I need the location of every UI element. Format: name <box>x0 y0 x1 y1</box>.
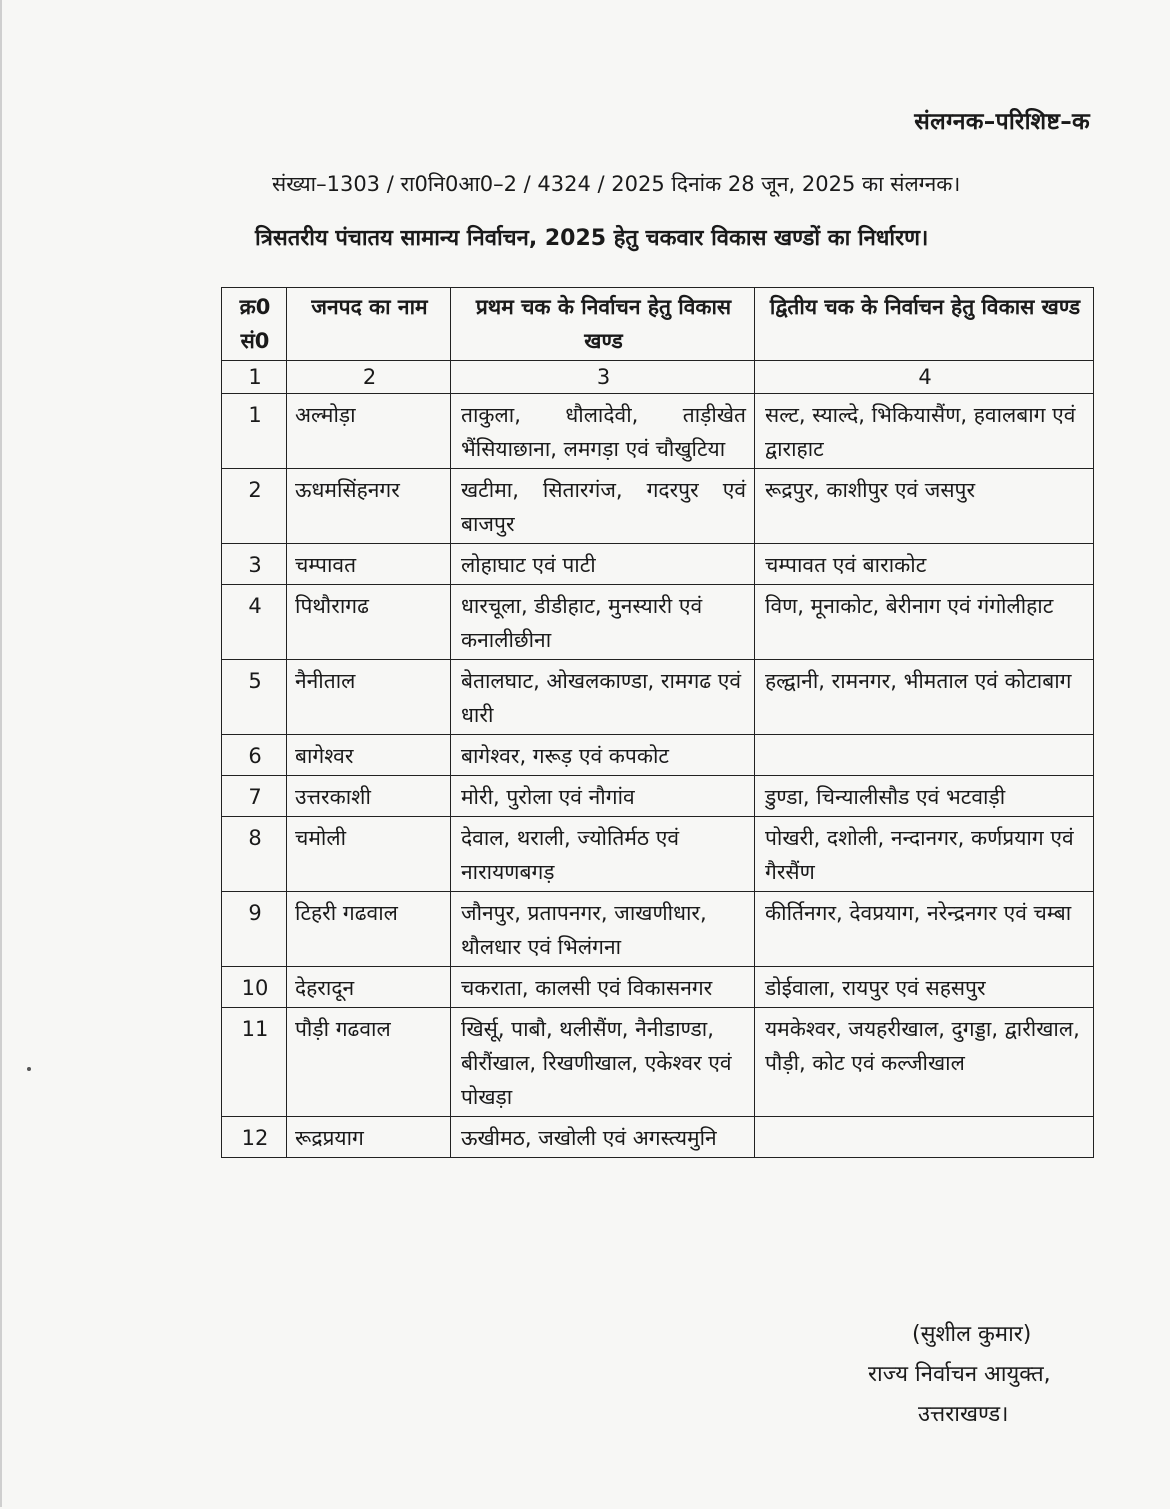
district-cell: पिथौरागढ <box>287 585 451 660</box>
serial-cell: 10 <box>222 967 287 1008</box>
phase1-cell: ताकुला, धौलादेवी, ताड़ीखेत भैंसियाछाना, लमगड़ा एवं चौखुटिया <box>451 394 755 469</box>
phase2-cell: यमकेश्वर, जयहरीखाल, दुगड्डा, द्वारीखाल, पौड़ी, कोट एवं कल्जीखाल <box>755 1008 1094 1117</box>
serial-cell: 9 <box>222 892 287 967</box>
serial-cell: 11 <box>222 1008 287 1117</box>
district-cell: टिहरी गढवाल <box>287 892 451 967</box>
scan-speck <box>27 1067 31 1071</box>
table-row <box>222 817 1094 892</box>
phase2-cell <box>755 1117 1094 1158</box>
table-row <box>222 1117 1094 1158</box>
signatory-designation: राज्य निर्वाचन आयुक्त, <box>868 1362 1051 1387</box>
serial-cell: 1 <box>222 394 287 469</box>
phase2-cell: सल्ट, स्याल्दे, भिकियासैंण, हवालबाग एवं द्वाराहाट <box>755 394 1094 469</box>
phase1-cell: खटीमा, सितारगंज, गदरपुर एवं बाजपुर <box>451 469 755 544</box>
development-block-table <box>221 287 1094 1158</box>
table-row <box>222 967 1094 1008</box>
phase1-cell: बागेश्वर, गरूड़ एवं कपकोट <box>451 735 755 776</box>
table-row <box>222 1008 1094 1117</box>
serial-cell: 8 <box>222 817 287 892</box>
table-row <box>222 776 1094 817</box>
phase2-cell: हल्द्वानी, रामनगर, भीमताल एवं कोटाबाग <box>755 660 1094 735</box>
phase1-cell: देवाल, थराली, ज्योतिर्मठ एवं नारायणबगड़ <box>451 817 755 892</box>
district-cell: देहरादून <box>287 967 451 1008</box>
serial-cell: 6 <box>222 735 287 776</box>
table-row <box>222 892 1094 967</box>
serial-cell: 12 <box>222 1117 287 1158</box>
district-cell: रूद्रप्रयाग <box>287 1117 451 1158</box>
phase1-cell: धारचूला, डीडीहाट, मुनस्यारी एवं कनालीछीना <box>451 585 755 660</box>
phase1-cell: चकराता, कालसी एवं विकासनगर <box>451 967 755 1008</box>
column-number: 1 <box>222 361 287 394</box>
phase2-cell <box>755 735 1094 776</box>
district-cell: नैनीताल <box>287 660 451 735</box>
phase1-cell: ऊखीमठ, जखोली एवं अगस्त्यमुनि <box>451 1117 755 1158</box>
document-heading: त्रिसतरीय पंचातय सामान्य निर्वाचन, 2025 हेतु चकवार विकास खण्डों का निर्धारण। <box>255 226 929 251</box>
column-number-row <box>222 361 1094 394</box>
table-row <box>222 660 1094 735</box>
column-number: 3 <box>451 361 755 394</box>
table-row <box>222 585 1094 660</box>
phase1-cell: बेतालघाट, ओखलकाण्डा, रामगढ एवं धारी <box>451 660 755 735</box>
header-phase1: प्रथम चक के निर्वाचन हेतु विकास खण्ड <box>451 288 755 361</box>
serial-cell: 3 <box>222 544 287 585</box>
district-cell: चमोली <box>287 817 451 892</box>
header-phase2: द्वितीय चक के निर्वाचन हेतु विकास खण्ड <box>755 288 1094 361</box>
header-serial: क्र0 सं0 <box>222 288 287 361</box>
annex-label: संलग्नक–परिशिष्ट–क <box>914 109 1090 135</box>
district-cell: ऊधमसिंहनगर <box>287 469 451 544</box>
phase2-cell: विण, मूनाकोट, बेरीनाग एवं गंगोलीहाट <box>755 585 1094 660</box>
column-number: 4 <box>755 361 1094 394</box>
signatory-name: (सुशील कुमार) <box>912 1322 1032 1347</box>
phase2-cell: डोईवाला, रायपुर एवं सहसपुर <box>755 967 1094 1008</box>
signatory-state: उत्तराखण्ड। <box>918 1402 1009 1427</box>
phase2-cell: डुण्डा, चिन्यालीसौड एवं भटवाड़ी <box>755 776 1094 817</box>
phase1-cell: खिर्सू, पाबौ, थलीसैंण, नैनीडाण्डा, बीरौंखाल, रिखणीखाल, एकेश्वर एवं पोखड़ा <box>451 1008 755 1117</box>
district-cell: उत्तरकाशी <box>287 776 451 817</box>
phase1-cell: जौनपुर, प्रतापनगर, जाखणीधार, थौलधार एवं भिलंगना <box>451 892 755 967</box>
column-number: 2 <box>287 361 451 394</box>
phase2-cell: पोखरी, दशोली, नन्दानगर, कर्णप्रयाग एवं गैरसैंण <box>755 817 1094 892</box>
district-cell: बागेश्वर <box>287 735 451 776</box>
header-district: जनपद का नाम <box>287 288 451 361</box>
phase2-cell: चम्पावत एवं बाराकोट <box>755 544 1094 585</box>
table-row <box>222 735 1094 776</box>
serial-cell: 2 <box>222 469 287 544</box>
table-row <box>222 544 1094 585</box>
district-cell: अल्मोड़ा <box>287 394 451 469</box>
phase1-cell: मोरी, पुरोला एवं नौगांव <box>451 776 755 817</box>
serial-cell: 7 <box>222 776 287 817</box>
phase1-cell: लोहाघाट एवं पाटी <box>451 544 755 585</box>
table-header-row <box>222 288 1094 361</box>
phase2-cell: कीर्तिनगर, देवप्रयाग, नरेन्द्रनगर एवं चम्बा <box>755 892 1094 967</box>
serial-cell: 5 <box>222 660 287 735</box>
district-cell: पौड़ी गढवाल <box>287 1008 451 1117</box>
table-row <box>222 394 1094 469</box>
phase2-cell: रूद्रपुर, काशीपुर एवं जसपुर <box>755 469 1094 544</box>
district-cell: चम्पावत <box>287 544 451 585</box>
table-row <box>222 469 1094 544</box>
reference-line: संख्या–1303 / रा0नि0आ0–2 / 4324 / 2025 दिनांक 28 जून, 2025 का संलग्नक। <box>272 172 961 196</box>
serial-cell: 4 <box>222 585 287 660</box>
